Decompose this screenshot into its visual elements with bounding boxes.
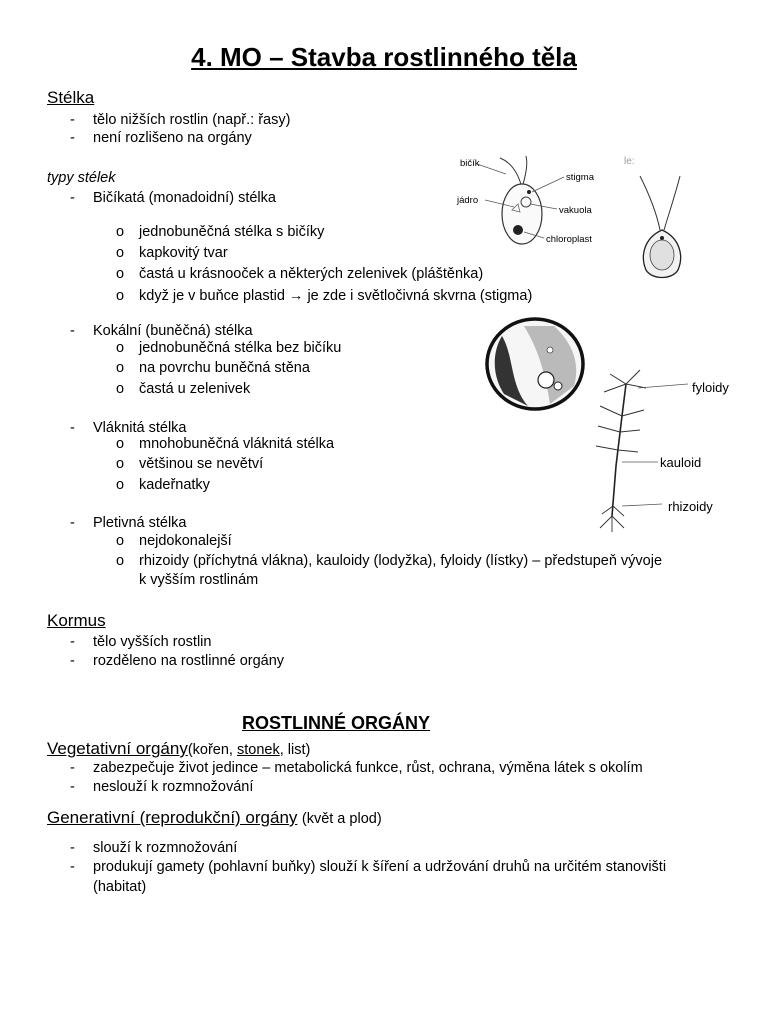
circle-bullet: o [116,456,125,472]
circle-bullet: o [116,224,125,240]
circle-bullet: o [116,477,125,493]
list-item: zabezpečuje život jedince – metabolická funkce, růst, ochrana, výměna látek s okolím [93,760,643,776]
coccal-cell-figure [484,316,586,412]
circle-bullet: o [116,288,125,304]
list-item: častá u zelenivek [139,381,251,397]
label-kauloid: kauloid [660,455,702,470]
circle-bullet: o [116,436,125,452]
page-title: 4. MO – Stavba rostlinného těla [191,42,577,72]
dash-bullet: - [70,323,75,339]
list-item: častá u krásnooček a některých zelenivek (pláštěnka) [139,266,484,282]
generativni-line [47,808,382,828]
flagellate-cell-figure [452,152,612,248]
list-item: většinou se nevětví [139,456,264,472]
vegetativni-paren-open: (kořen, [187,742,237,758]
dash-bullet: - [70,653,75,669]
list-item: není rozlišeno na orgány [93,130,252,146]
generativni-paren: (květ a plod) [301,811,382,827]
figure-corner-text: le: [624,156,635,167]
dash-bullet: - [70,779,75,795]
list-item: když je v buňce plastid → je zde i světločivná skvrna (stigma) [139,288,533,304]
dash-bullet: - [70,112,75,128]
label-stigma: stigma [566,172,594,183]
list-item: rozděleno na rostlinné orgány [93,653,285,669]
label-bicik: bičík [460,158,480,169]
circle-bullet: o [116,381,125,397]
list-item: slouží k rozmnožování [93,840,238,856]
label-rhizoidy: rhizoidy [668,499,713,514]
plant-thallus-figure [582,366,752,534]
dash-bullet: - [70,840,75,856]
dash-bullet: - [70,760,75,776]
list-item: jednobuněčná stélka s bičíky [139,224,325,240]
list-item: mnohobuněčná vláknitá stélka [139,436,335,452]
generativni-heading: Generativní (reprodukční) orgány [47,808,298,827]
list-item: rhizoidy (příchytná vlákna), kauloidy (lodyžka), fyloidy (lístky) – předstupeň vývoje [139,553,663,569]
circle-bullet: o [116,533,125,549]
list-item: jednobuněčná stélka bez bičíku [139,340,342,356]
dash-bullet: - [70,634,75,650]
vegetativni-paren-close: , list) [279,742,311,758]
circle-bullet: o [116,340,125,356]
list-item: produkují gamety (pohlavní buňky) slouží k šíření a udržování druhů na určitém stanovišti [93,859,667,875]
type-name: Bičíkatá (monadoidní) stélka [93,190,276,206]
label-fyloidy: fyloidy [692,380,729,395]
label-jadro: jádro [457,195,479,206]
type-name: Kokální (buněčná) stélka [93,323,253,339]
label-chloroplast: chloroplast [546,234,592,245]
organy-heading: ROSTLINNÉ ORGÁNY [242,713,431,733]
list-item: na povrchu buněčná stěna [139,360,310,376]
circle-bullet: o [116,553,125,569]
circle-bullet: o [116,245,125,261]
droplet-cell-figure [622,152,706,290]
vegetativni-heading: Vegetativní orgány [47,739,188,758]
list-item: nejdokonalejší [139,533,232,549]
label-vakuola: vakuola [559,205,592,216]
dash-bullet: - [70,515,75,531]
list-item: kapkovitý tvar [139,245,228,261]
kormus-heading: Kormus [47,611,106,630]
type-name: Pletivná stélka [93,515,187,531]
stelka-heading: Stélka [47,88,95,107]
dash-bullet: - [70,859,75,875]
dash-bullet: - [70,420,75,436]
vegetativni-stonek: stonek [237,742,280,758]
list-item-continuation: k vyšším rostlinám [139,572,259,588]
list-item: tělo nižších rostlin (např.: řasy) [93,112,291,128]
list-item: tělo vyšších rostlin [93,634,212,650]
dash-bullet: - [70,190,75,206]
types-label: typy stélek [47,170,116,186]
list-item: kadeřnatky [139,477,210,493]
vegetativni-line [47,739,310,759]
list-item-continuation: (habitat) [93,879,147,895]
circle-bullet: o [116,360,125,376]
type-name: Vláknitá stélka [93,420,187,436]
dash-bullet: - [70,130,75,146]
circle-bullet: o [116,266,125,282]
list-item: neslouží k rozmnožování [93,779,254,795]
